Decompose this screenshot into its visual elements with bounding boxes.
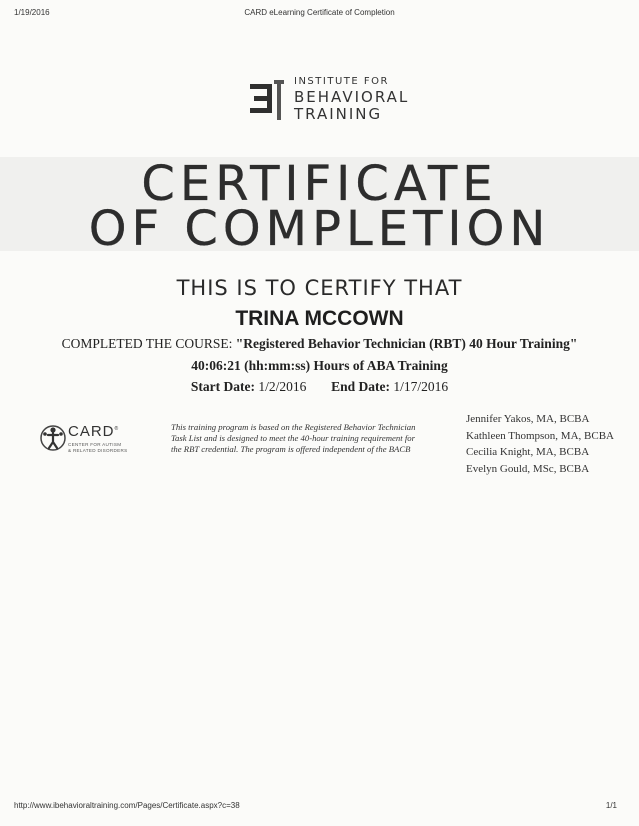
signer-name: Jennifer Yakos, MA, BCBA — [466, 413, 590, 425]
program-note-line: the RBT credential. The program is offered independent of the BACB — [171, 444, 411, 454]
signer-name: Kathleen Thompson, MA, BCBA — [466, 429, 614, 442]
certify-statement: THIS IS TO CERTIFY THAT — [176, 276, 463, 300]
end-date-label: End Date: — [331, 379, 390, 394]
card-logo — [40, 421, 140, 457]
certificate-title-line1: CERTIFICATE — [141, 156, 498, 212]
signer-list — [466, 411, 614, 477]
ibt-logo — [250, 74, 450, 124]
program-note — [171, 422, 416, 455]
print-date: 1/19/2016 — [14, 8, 50, 17]
certificate-title-line2: OF COMPLETION — [88, 201, 551, 257]
print-page-title: CARD eLearning Certificate of Completion — [244, 8, 395, 17]
recipient-name: TRINA MCCOWN — [235, 307, 404, 330]
card-logo-subtitle2: & RELATED DISORDERS — [68, 448, 128, 453]
print-page-number: 1/1 — [605, 801, 617, 810]
ibt-logo-mark-icon — [250, 80, 284, 120]
print-url: http://www.ibehavioraltraining.com/Pages/Certificate.aspx?c=38 — [14, 801, 240, 810]
card-figures-icon — [40, 423, 66, 453]
training-hours: 40:06:21 (hh:mm:ss) Hours of ABA Training — [191, 358, 448, 373]
end-date-value: 1/17/2016 — [393, 379, 449, 394]
course-line — [0, 336, 639, 352]
program-note-line: This training program is based on the Registered Behavior Technician — [171, 422, 416, 432]
date-range — [0, 379, 639, 395]
logo-text-behavioral: BEHAVIORAL — [294, 88, 410, 106]
signer-name: Evelyn Gould, MSc, BCBA — [466, 462, 590, 475]
start-date-value: 1/2/2016 — [258, 379, 307, 394]
start-date-label: Start Date: — [190, 379, 255, 394]
logo-text-institute: INSTITUTE FOR — [294, 76, 389, 87]
course-prefix: COMPLETED THE COURSE: — [61, 336, 233, 351]
card-logo-subtitle1: CENTER FOR AUTISM — [68, 442, 122, 447]
logo-text-training: TRAINING — [294, 105, 383, 123]
signer-name: Cecilia Knight, MA, BCBA — [466, 446, 590, 458]
course-name: "Registered Behavior Technician (RBT) 40 Hour Training" — [235, 336, 578, 351]
card-logo-name: CARD® — [68, 423, 120, 440]
program-note-line: Task List and is designed to meet the 40-hour training requirement for — [171, 433, 415, 443]
